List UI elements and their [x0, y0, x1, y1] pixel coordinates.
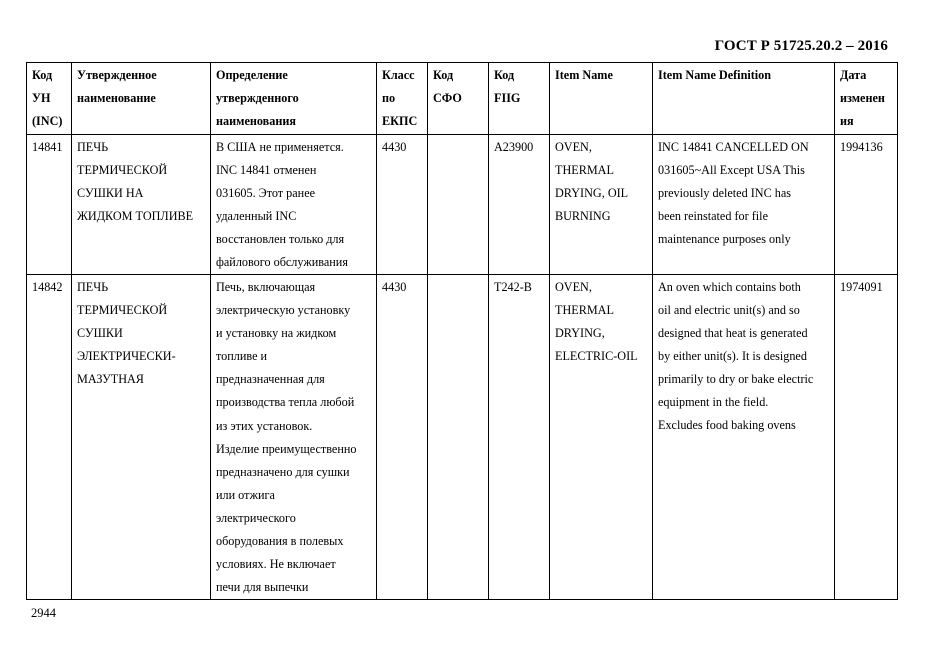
text-line: и установку на жидком [216, 326, 337, 341]
text-line: DRYING, OIL [555, 186, 629, 200]
text-line: INC 14841 отменен [216, 163, 317, 177]
text-line: МАЗУТНАЯ [77, 372, 144, 386]
cell-item-name-definition [653, 135, 835, 275]
cell-class: 4430 [377, 275, 428, 600]
text-line: oil and electric unit(s) and so [658, 303, 800, 317]
text-line: INC 14841 CANCELLED ON [658, 140, 809, 154]
col-header-sfo [428, 63, 489, 135]
text-line: Изделие преимущественно [216, 441, 357, 456]
text-line: THERMAL [555, 163, 614, 177]
text-line: by either unit(s). It is designed [658, 349, 807, 363]
text-line: ЭЛЕКТРИЧЕСКИ- [77, 349, 176, 363]
text-line: ТЕРМИЧЕСКОЙ [77, 303, 168, 317]
col-header-change-date [835, 63, 898, 135]
cell-class: 4430 [377, 135, 428, 275]
text-line: been reinstated for file [658, 209, 768, 223]
text-line: СФО [433, 91, 462, 105]
text-line: ПЕЧЬ [77, 140, 109, 154]
document-standard-header: ГОСТ Р 51725.20.2 – 2016 [714, 38, 888, 54]
text-line: Определение [216, 68, 288, 82]
text-line: наименования [216, 114, 296, 128]
text-line: Код [433, 68, 454, 82]
table-row [27, 135, 898, 275]
cell-fiig: A23900 [489, 135, 550, 275]
cell-inc: 14841 [27, 135, 72, 275]
classification-table [26, 62, 898, 600]
text-line: THERMAL [555, 303, 614, 317]
text-line: ELECTRIC-OIL [555, 349, 638, 363]
text-line: 031605. Этот ранее [216, 186, 316, 200]
text-line: previously deleted INC has [658, 186, 792, 200]
text-line: из этих установок. [216, 418, 313, 433]
text-line: 031605~All Except USA This [658, 163, 805, 177]
cell-fiig: T242-B [489, 275, 550, 600]
text-line: FIIG [494, 91, 521, 105]
text-line: An oven which contains both [658, 280, 801, 294]
text-line: утвержденного [216, 91, 299, 105]
col-header-class [377, 63, 428, 135]
col-header-inc [27, 63, 72, 135]
cell-approved-name [72, 275, 211, 600]
col-header-approved-name [72, 63, 211, 135]
text-line: equipment in the field. [658, 395, 769, 409]
text-line: ПЕЧЬ [77, 280, 109, 294]
text-line: файлового обслуживания [216, 255, 348, 269]
cell-change-date: 1994136 [835, 135, 898, 275]
text-line: предназначено для сушки [216, 464, 350, 479]
cell-item-name-definition [653, 275, 835, 600]
cell-definition [211, 135, 377, 275]
text-line: изменен [840, 91, 885, 105]
cell-item-name [550, 275, 653, 600]
table-header-row [27, 63, 898, 135]
text-line: по [382, 91, 396, 105]
text-line: Утвержденное [77, 68, 157, 82]
cell-inc: 14842 [27, 275, 72, 600]
text-line: maintenance purposes only [658, 232, 791, 246]
text-line: оборудования в полевых [216, 534, 344, 549]
text-line: Item Name [555, 68, 613, 82]
text-line: ТЕРМИЧЕСКОЙ [77, 163, 168, 177]
text-line: Item Name Definition [658, 68, 772, 82]
text-line: designed that heat is generated [658, 326, 808, 340]
cell-sfo [428, 135, 489, 275]
text-line: ия [840, 114, 854, 128]
cell-change-date: 1974091 [835, 275, 898, 600]
cell-approved-name [72, 135, 211, 275]
text-line: BURNING [555, 209, 611, 223]
text-line: СУШКИ [77, 326, 123, 340]
text-line: печи для выпечки [216, 580, 309, 595]
text-line: Дата [840, 68, 867, 82]
text-line: электрическую установку [216, 303, 351, 318]
text-line: восстановлен только для [216, 232, 345, 246]
text-line: предназначенная для [216, 372, 325, 387]
text-line: ЖИДКОМ ТОПЛИВЕ [77, 209, 194, 223]
text-line: Класс [382, 68, 415, 82]
col-header-definition [211, 63, 377, 135]
text-line: Код [32, 68, 53, 82]
text-line: производства тепла любой [216, 395, 355, 410]
text-line: Excludes food baking ovens [658, 418, 796, 432]
text-line: или отжига [216, 487, 275, 502]
cell-item-name [550, 135, 653, 275]
cell-sfo [428, 275, 489, 600]
text-line: удаленный INC [216, 209, 297, 223]
col-header-item-name-definition [653, 63, 835, 135]
col-header-item-name [550, 63, 653, 135]
text-line: OVEN, [555, 280, 592, 294]
text-line: primarily to dry or bake electric [658, 372, 814, 386]
cell-definition [211, 275, 377, 600]
text-line: DRYING, [555, 326, 605, 340]
text-line: Код [494, 68, 515, 82]
text-line: наименование [77, 91, 156, 105]
text-line: В США не применяется. [216, 140, 344, 154]
table-row [27, 275, 898, 600]
page-number: 2944 [31, 606, 56, 620]
text-line: Печь, включающая [216, 280, 316, 294]
text-line: СУШКИ НА [77, 186, 144, 200]
text-line: OVEN, [555, 140, 592, 154]
text-line: электрического [216, 510, 296, 525]
col-header-fiig [489, 63, 550, 135]
text-line: (INC) [32, 114, 63, 128]
text-line: топливе и [216, 349, 268, 364]
text-line: условиях. Не включает [216, 557, 336, 572]
text-line: ЕКПС [382, 114, 418, 128]
text-line: УН [32, 91, 51, 105]
